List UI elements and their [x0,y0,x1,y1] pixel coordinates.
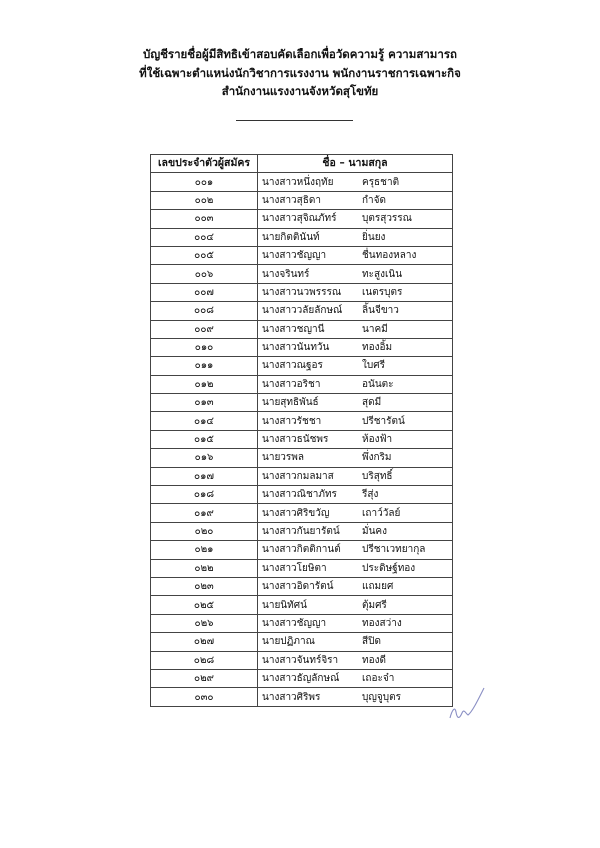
applicant-number: ๐๑๙ [151,504,258,522]
applicant-name [258,559,453,577]
last-name: เถาว์วัลย์ [362,507,401,519]
applicant-number: ๐๐๗ [151,283,258,301]
applicant-name [258,265,453,283]
last-name: ทะสูงเนิน [362,268,403,280]
applicant-number: ๐๐๒ [151,191,258,209]
applicant-number: ๐๑๐ [151,338,258,356]
first-name: นางสาวณฐอร [262,360,323,372]
last-name: ทองดี [362,654,386,666]
last-name: รีสุ่ง [362,489,379,501]
last-name: ทองสว่าง [362,617,402,629]
last-name: เถอะจ๋า [362,673,395,685]
table-row [151,210,453,228]
column-header-name: ชื่อ – นามสกุล [258,155,453,173]
applicant-name [258,375,453,393]
table-row [151,651,453,669]
last-name: ปรีชาเวทยากุล [362,544,426,556]
first-name: นางสาวสุจิณภัทร์ [262,213,337,225]
applicant-name [258,338,453,356]
candidate-table [150,154,453,707]
table-row [151,559,453,577]
last-name: เนตรบุตร [362,286,403,298]
last-name: บุญจูบุตร [362,691,401,703]
applicant-name [258,577,453,595]
last-name: บริสุทธิ์ [362,470,393,482]
applicant-number: ๐๒๐ [151,522,258,540]
table-header-row [151,155,453,173]
signature-mark [446,682,488,726]
first-name: นางสาวรัชชา [262,415,322,427]
first-name: นายสุทธิพันธ์ [262,397,319,409]
applicant-number: ๐๐๙ [151,320,258,338]
last-name: ลิ้นจีขาว [362,305,399,317]
applicant-number: ๐๐๑ [151,173,258,191]
table-row [151,265,453,283]
first-name: นางจรินทร์ [262,268,310,280]
applicant-number: ๐๑๑ [151,357,258,375]
first-name: นางสาวโยษิตา [262,562,327,574]
applicant-name [258,357,453,375]
last-name: บุตรสุวรรณ [362,213,412,225]
applicant-name [258,522,453,540]
applicant-number: ๐๒๙ [151,669,258,687]
first-name: นางสาวณิชาภัทร [262,489,337,501]
title-line-3: สำนักงานแรงงานจังหวัดสุโขทัย [221,84,379,98]
last-name: ยิ่นยง [362,231,386,243]
last-name: ครุธชาติ [362,176,400,188]
first-name: นางสาวชัญญา [262,617,327,629]
table-row [151,302,453,320]
table-row [151,688,453,706]
applicant-number: ๐๐๓ [151,210,258,228]
last-name: มั่นคง [362,526,387,537]
applicant-number: ๐๐๕ [151,246,258,264]
applicant-name [258,688,453,706]
applicant-name [258,430,453,448]
first-name: นางสาวกมลมาส [262,470,334,482]
column-header-number: เลขประจำตัวผู้สมัคร [151,155,258,173]
applicant-number: ๐๐๔ [151,228,258,246]
table-row [151,228,453,246]
table-row [151,449,453,467]
applicant-name [258,486,453,504]
applicant-name [258,246,453,264]
table-row [151,246,453,264]
first-name: นางสาวนวพรรรณ [262,286,342,298]
first-name: นางสาวกิตติกานต์ [262,544,341,556]
first-name: นางสาวชญานี [262,323,325,335]
applicant-name [258,228,453,246]
last-name: อนันตะ [362,378,394,390]
applicant-name [258,669,453,687]
first-name: นางสาวสุธิดา [262,194,321,206]
table-row [151,467,453,485]
table-row [151,191,453,209]
last-name: สีปิด [362,636,381,648]
last-name: ห้องฟ้า [362,434,393,446]
applicant-number: ๐๑๔ [151,412,258,430]
applicant-number: ๐๒๕ [151,596,258,614]
table-row [151,669,453,687]
signature-stroke [450,688,484,718]
first-name: นางสาวธัญลักษณ์ [262,673,340,685]
last-name: ประดิษฐ์ทอง [362,562,416,574]
table-row [151,633,453,651]
applicant-name [258,504,453,522]
first-name: นางสาวศิริพร [262,691,321,703]
applicant-name [258,394,453,412]
applicant-number: ๐๐๖ [151,265,258,283]
last-name: นาคมี [362,323,388,335]
applicant-number: ๐๑๖ [151,449,258,467]
first-name: นางสาวศิริขวัญ [262,507,330,519]
table-row [151,338,453,356]
applicant-number: ๐๑๒ [151,375,258,393]
table-row [151,357,453,375]
first-name: นางสาวอริชา [262,378,321,390]
last-name: ตุ้มศรี [362,599,387,611]
first-name: นางสาวอิดารัตน์ [262,581,334,593]
applicant-name [258,651,453,669]
last-name: ใบศรี [362,360,385,372]
first-name: นายกิตตินันท์ [262,231,320,243]
last-name: พึ่งกริม [362,452,392,464]
applicant-number: ๐๐๘ [151,302,258,320]
first-name: นางสาวจันทร์จิรา [262,654,339,666]
first-name: นางสาวธนัชพร [262,434,329,446]
applicant-number: ๐๒๓ [151,577,258,595]
applicant-name [258,283,453,301]
applicant-name [258,633,453,651]
table-row [151,430,453,448]
applicant-name [258,173,453,191]
last-name: แถมยศ [362,581,394,593]
applicant-number: ๐๒๖ [151,614,258,632]
table-row [151,375,453,393]
first-name: นางสาวหนึ่งฤทัย [262,176,334,188]
table-row [151,320,453,338]
table-row [151,522,453,540]
applicant-number: ๐๑๗ [151,467,258,485]
applicant-name [258,449,453,467]
first-name: นางสาวชัญญา [262,250,327,262]
applicant-number: ๐๑๘ [151,486,258,504]
first-name: นายนิทัศน์ [262,599,307,611]
table-row [151,577,453,595]
table-row [151,412,453,430]
first-name: นางสาวกันยารัตน์ [262,526,340,537]
last-name: ปรีชารัตน์ [362,415,405,427]
last-name: ชื่นทองหลาง [362,250,417,262]
applicant-name [258,320,453,338]
table-row [151,614,453,632]
applicant-name [258,191,453,209]
table-row [151,486,453,504]
title-underline [236,120,353,121]
table-row [151,173,453,191]
table-row [151,283,453,301]
table-row [151,541,453,559]
last-name: สุดมี [362,397,382,409]
title-line-1: บัญชีรายชื่อผู้มีสิทธิเข้าสอบคัดเลือกเพื่อวัดความรู้ ความสามารถ [143,47,457,61]
applicant-name [258,596,453,614]
table-row [151,394,453,412]
applicant-name [258,467,453,485]
applicant-name [258,614,453,632]
applicant-name [258,541,453,559]
first-name: นายปฏิภาณ [262,636,315,648]
table-body [151,173,453,706]
applicant-number: ๐๓๐ [151,688,258,706]
table-row [151,596,453,614]
first-name: นางสาวนันทวัน [262,342,330,354]
applicant-number: ๐๑๓ [151,394,258,412]
applicant-number: ๐๒๒ [151,559,258,577]
last-name: กำจัด [362,194,387,206]
first-name: นายวรพล [262,452,305,464]
last-name: ทองอิ้ม [362,342,393,354]
applicant-number: ๐๑๕ [151,430,258,448]
applicant-name [258,210,453,228]
applicant-name [258,302,453,320]
applicant-number: ๐๒๑ [151,541,258,559]
applicant-number: ๐๒๘ [151,651,258,669]
applicant-number: ๐๒๗ [151,633,258,651]
applicant-name [258,412,453,430]
title-line-2: ที่ใช้เฉพาะตำแหน่งนักวิชาการแรงงาน พนักงานราชการเฉพาะกิจ [139,66,461,80]
table-row [151,504,453,522]
first-name: นางสาววลัยลักษณ์ [262,305,343,317]
